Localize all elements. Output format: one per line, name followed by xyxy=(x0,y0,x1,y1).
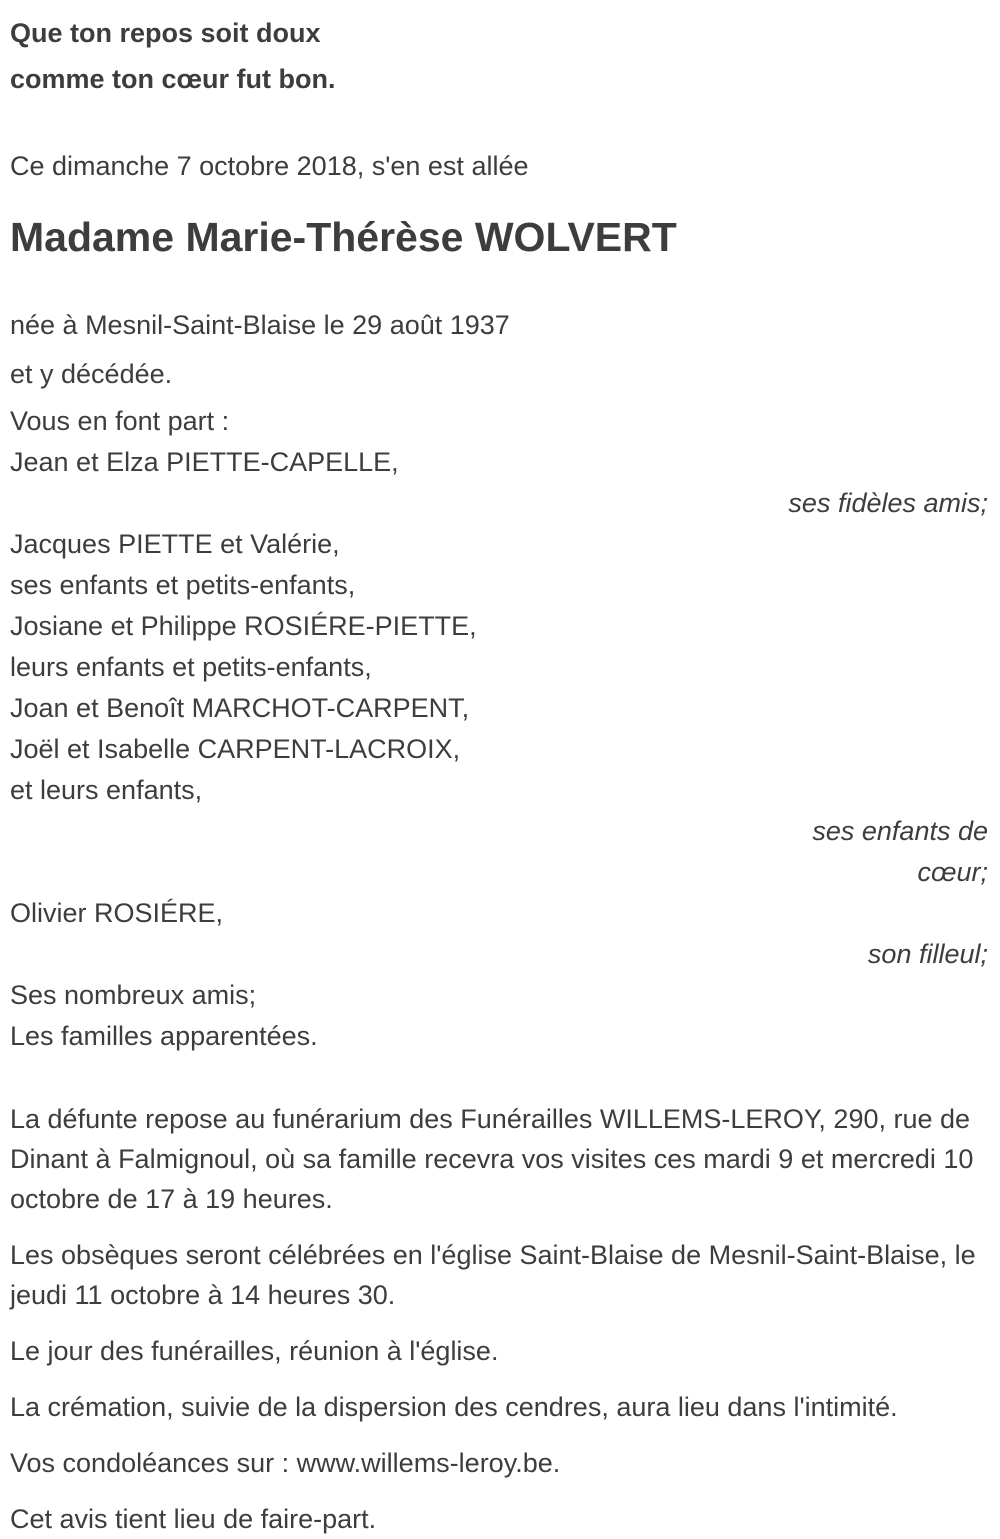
birth-info: née à Mesnil-Saint-Blaise le 29 août 1937 xyxy=(10,310,510,340)
condolences-info: Vos condoléances sur : www.willems-leroy.be. xyxy=(10,1448,561,1478)
epitaph-line-2: comme ton cœur fut bon. xyxy=(10,64,336,94)
mourner-line: Joël et Isabelle CARPENT-LACROIX, xyxy=(10,734,461,764)
cremation-info: La crémation, suivie de la dispersion des cendres, aura lieu dans l'intimité. xyxy=(10,1392,898,1422)
mourner-line: ses enfants et petits-enfants, xyxy=(10,570,356,600)
service-info: Les obsèques seront célébrées en l'église Saint-Blaise de Mesnil-Saint-Blaise, le jeudi 11 octobre à 14 heures 30. xyxy=(10,1240,976,1310)
mourner-line: leurs enfants et petits-enfants, xyxy=(10,652,372,682)
epitaph-line-1: Que ton repos soit doux xyxy=(10,18,321,48)
mourner-line: Josiane et Philippe ROSIÉRE-PIETTE, xyxy=(10,611,477,641)
mourner-line: Jacques PIETTE et Valérie, xyxy=(10,529,340,559)
closing-line: Les familles apparentées. xyxy=(10,1021,318,1051)
mourner-line: Jean et Elza PIETTE-CAPELLE, xyxy=(10,447,399,477)
relation-label: ses enfants de xyxy=(812,816,988,846)
mourner-line: Joan et Benoît MARCHOT-CARPENT, xyxy=(10,693,470,723)
death-announcement: Ce dimanche 7 octobre 2018, s'en est allée xyxy=(10,151,529,181)
closing-line: Ses nombreux amis; xyxy=(10,980,257,1010)
repose-info: La défunte repose au funérarium des Funérailles WILLEMS-LEROY, 290, rue de Dinant à Falmignoul, où sa famille recevra vos visites ces mardi 9 et mercredi 10 octobre de 17 à 19 heures. xyxy=(10,1104,974,1214)
mourner-line: Olivier ROSIÉRE, xyxy=(10,898,224,928)
mourner-line: et leurs enfants, xyxy=(10,775,203,805)
legal-notice: Cet avis tient lieu de faire-part. xyxy=(10,1504,377,1534)
deceased-name: Madame Marie-Thérèse WOLVERT xyxy=(10,214,677,260)
death-info: et y décédée. xyxy=(10,359,173,389)
notification-intro: Vous en font part : xyxy=(10,406,230,436)
meeting-info: Le jour des funérailles, réunion à l'église. xyxy=(10,1336,499,1366)
relation-label: ses fidèles amis; xyxy=(788,488,988,518)
relation-label: son filleul; xyxy=(867,939,988,969)
relation-label: cœur; xyxy=(917,857,988,887)
